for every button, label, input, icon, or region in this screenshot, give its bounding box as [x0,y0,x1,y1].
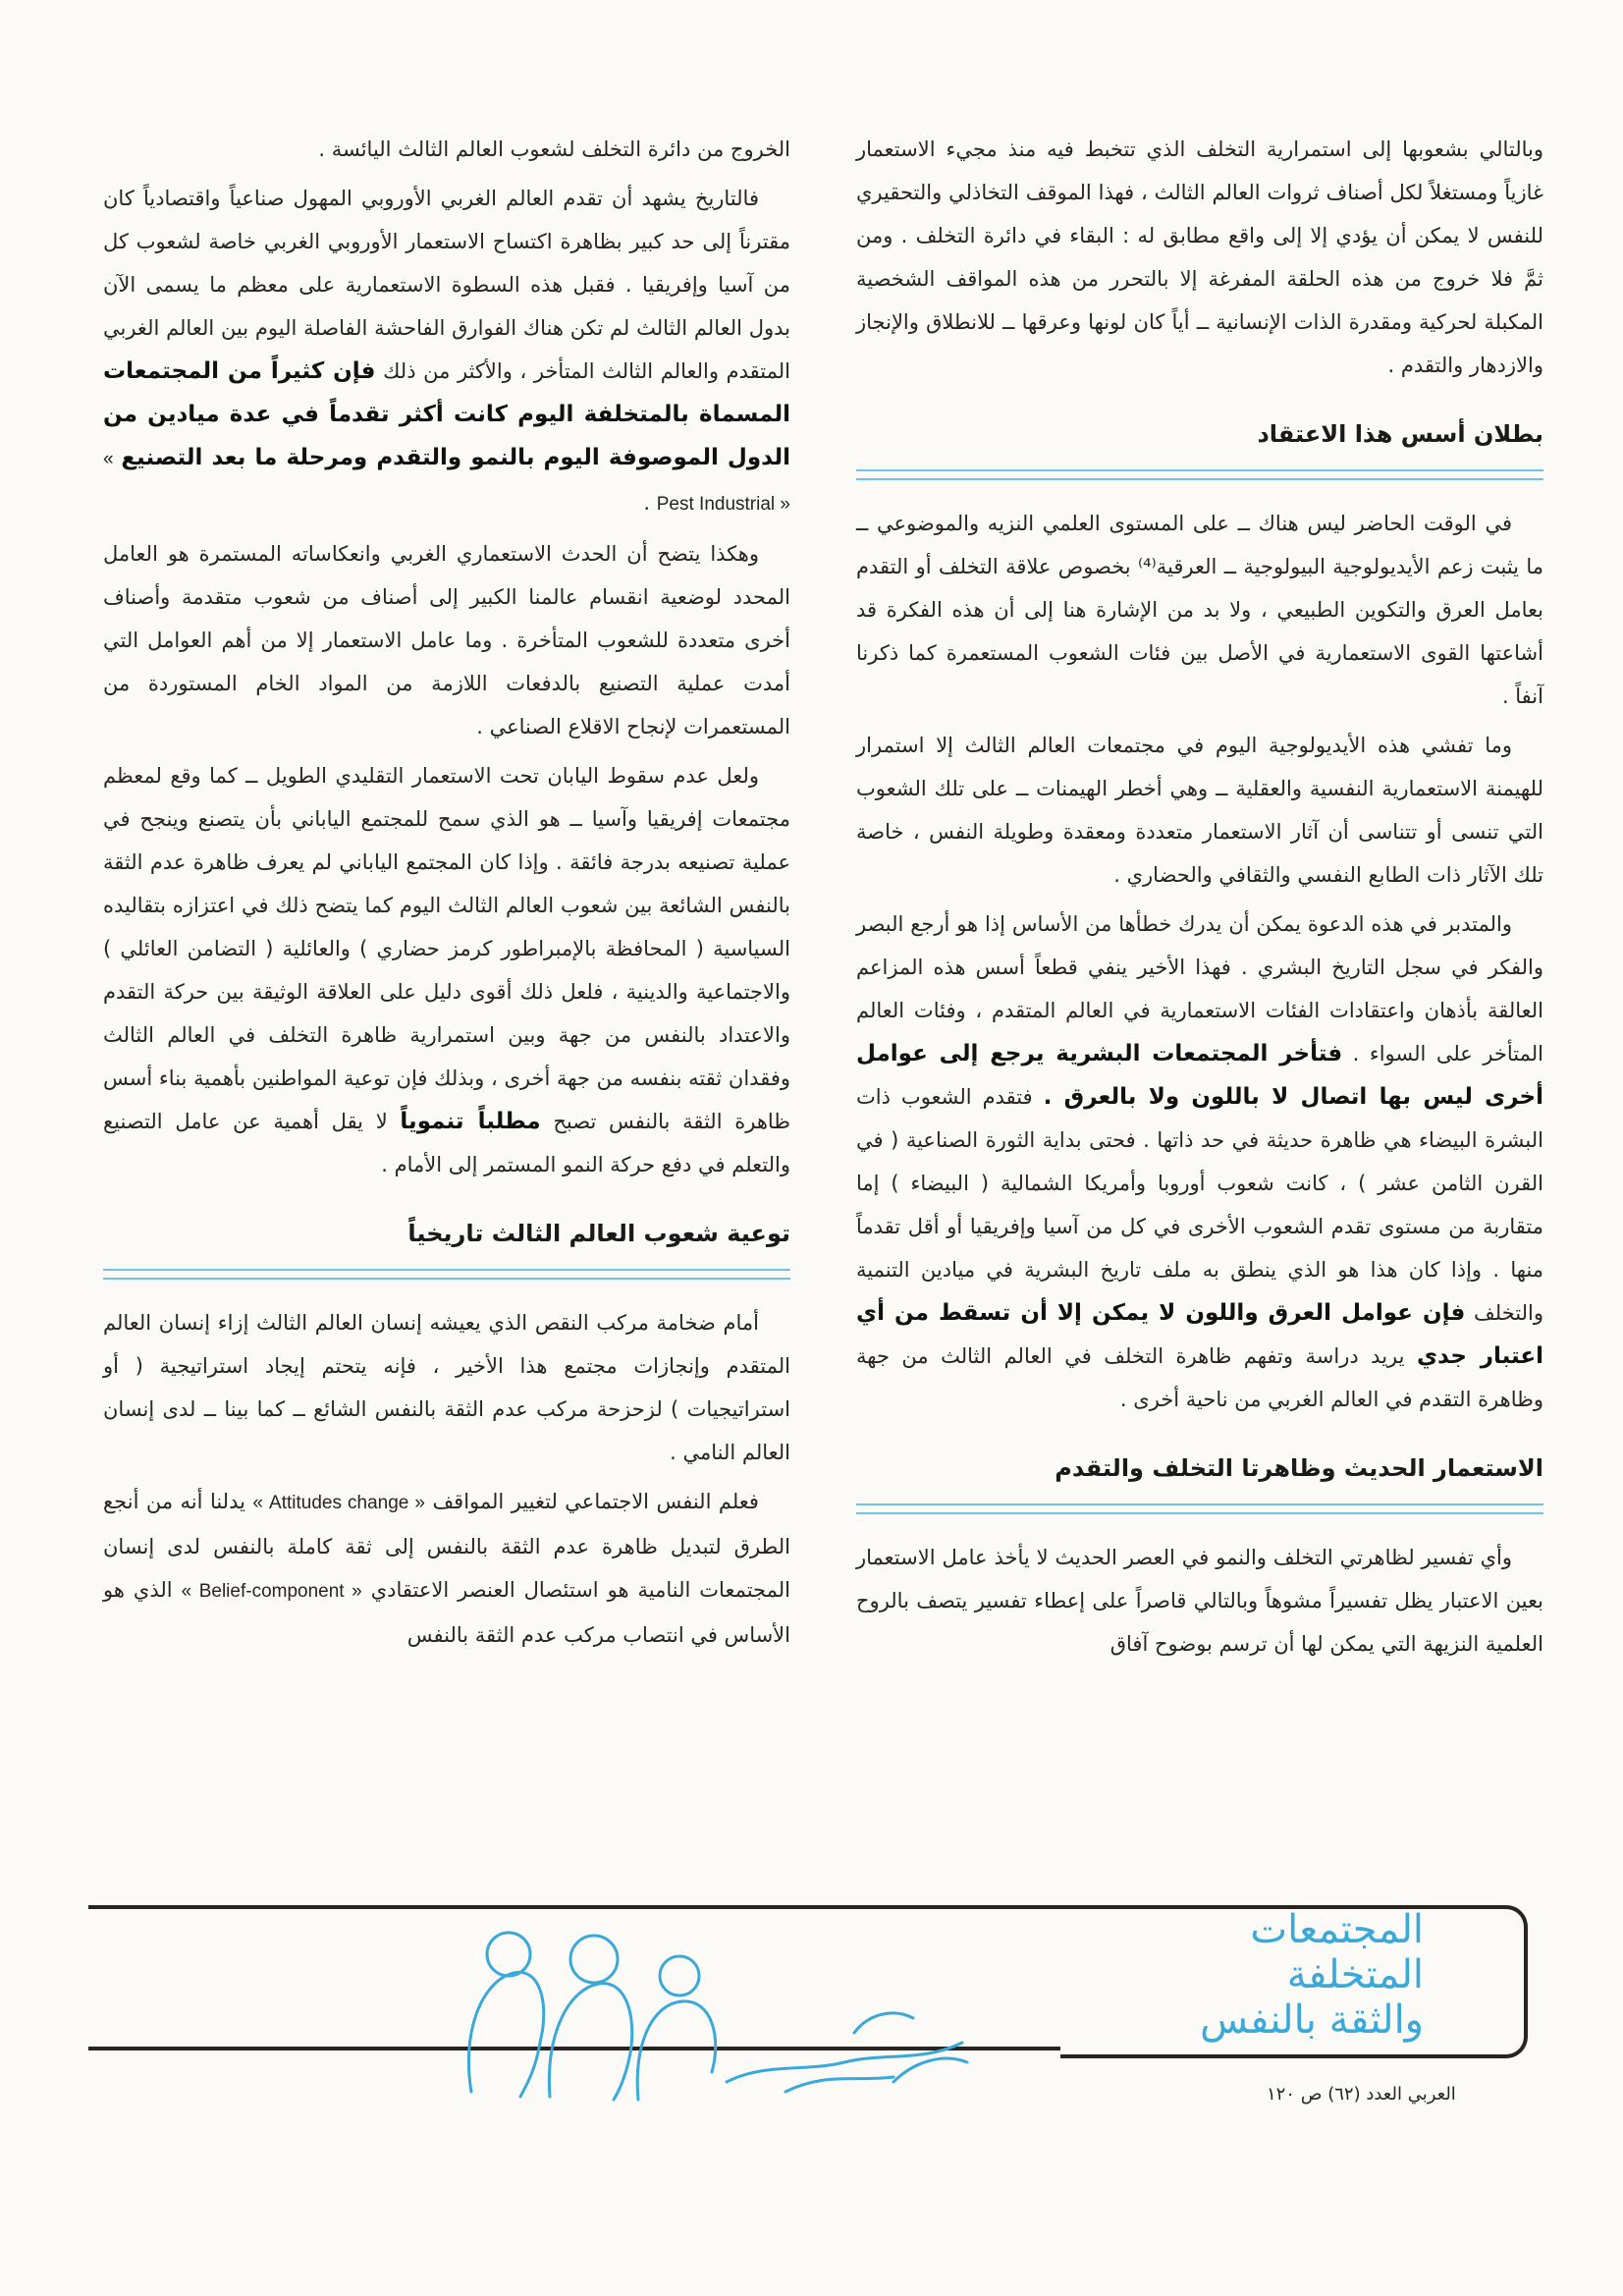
paragraph [103,1480,790,1657]
heading-rule [103,1269,790,1280]
text-run: فالتاريخ يشهد أن تقدم العالم الغربي الأوروبي المهول صناعياً واقتصادياً كان مقترناً إلى حد كبير بظاهرة اكتساح الاستعمار الأوروبي الغربي خاصة لشعوب كل من آسيا وإفريقيا . فقبل هذه السطوة الاستعمارية على معظم ما يسمى الآن بدول العالم الثالث لم تكن هناك الفوارق الفاحشة الفاصلة اليوم بين العالم الغربي المتقدم والعالم الثالث المتأخر ، والأكثر من ذلك [103,187,790,383]
text-run: فتقدم الشعوب ذات البشرة البيضاء هي ظاهرة حديثة في حد ذاتها . فحتى بداية الثورة الصناعية ( في القرن الثامن عشر ) ، كانت شعوب أوروبا وأمريكا الشمالية ( البيضاء ) إما متقاربة من مستوى تقدم الشعوب الأخرى في كل من آسيا وإفريقيا أو أقل تقدماً منها . وإذا كان هذا هو الذي ينطق به ملف تاريخ البشرية في ميادين التنمية والتخلف [856,1085,1543,1325]
left-column [103,128,790,1663]
text-run: لا يقل أهمية عن عامل التصنيع والتعلم في دفع حركة النمو المستمر إلى الأمام . [103,1110,790,1176]
running-title-line: والثقة بالنفس [1200,1997,1424,2043]
heading-rule [856,469,1543,480]
emphasis-text: فإن عوامل العرق واللون لا يمكن إلا أن تسقط من أي اعتبار جدي [856,1300,1543,1369]
text-run: يدلنا أنه من أنجع الطرق لتبديل ظاهرة عدم الثقة بالنفس إلى ثقة كاملة بالنفس لدى إنسان المجتمعات النامية هو استئصال العنصر الاعتقادي [103,1490,790,1602]
text-run: والمتدبر في هذه الدعوة يمكن أن يدرك خطأها من الأساس إذا هو أرجع البصر والفكر في سجل التاريخ البشري . فهذا الأخير ينفي قطعاً أسس هذه المزاعم العالقة بأذهان واعتقادات الفئات الاستعمارية في العالم المتقدم ، وفئات العالم المتأخر على السواء . [856,912,1543,1066]
latin-term: « Pest Industrial » [103,449,790,515]
heading-rule [856,1503,1543,1514]
paragraph [103,177,790,526]
emphasis-text: فإن كثيراً من المجتمعات المسماة بالمتخلفة اليوم كانت أكثر تقدماً في عدة ميادين من الدول الموصوفة اليوم بالنمو والتقدم ومرحلة ما بعد التصنيع [103,358,790,470]
right-column [856,128,1543,1671]
paragraph: وما تفشي هذه الأيديولوجية اليوم في مجتمعات العالم الثالث إلا استمرار للهيمنة الاستعمارية النفسية والعقلية ــ وهي أخطر الهيمنات ــ على تلك الشعوب التي تنسى أو تتناسى أن آثار الاستعمار متعددة ومعقدة وطويلة النفس ، خاصة تلك الآثار ذات الطابع النفسي والثقافي والحضاري . [856,734,1543,887]
section-heading: الاستعمار الحديث وظاهرتا التخلف والتقدم [1055,1454,1543,1482]
running-title-line: المتخلفة [1286,1952,1424,1997]
paragraph [103,754,790,1186]
running-title [1090,1907,1424,2043]
section-heading: توعية شعوب العالم الثالث تاريخياً [407,1220,790,1247]
paragraph: وبالتالي بشعوبها إلى استمرارية التخلف الذي تتخبط فيه منذ مجيء الاستعمار غازياً ومستغلاً لكل أصناف ثروات العالم الثالث ، فهذا الموقف التخاذلي والتحقيري للنفس لا يمكن أن يؤدي إلا إلى واقع مطابق له : البقاء في دائرة التخلف . ومن ثمَّ فلا خروج من هذه الحلقة المفرغة إلا بالتحرر من هذه المواقف الشخصية المكبلة لحركية ومقدرة الذات الإنسانية ــ أياً كان لونها وعرقها ــ للانطلاق والإنجاز والازدهار والتقدم . [856,137,1543,377]
text-run: ولعل عدم سقوط اليابان تحت الاستعمار التقليدي الطويل ــ كما وقع لمعظم مجتمعات إفريقيا وآسيا ــ هو الذي سمح للمجتمع الياباني بأن يتصنع وينجح في عملية تصنيعه بدرجة فائقة . وإذا كان المجتمع الياباني لم يعرف ظاهرة عدم الثقة بالنفس الشائعة بين شعوب العالم الثالث اليوم كما يتضح ذلك في اعتزازه بتقاليده السياسية ( المحافظة بالإمبراطور كرمز حضاري ) والعائلية ( التضامن العائلي ) والاجتماعية والدينية ، فلعل ذلك أقوى دليل على العلاقة الوثيقة بين حركة التقدم والاعتداد بالنفس من جهة وبين استمرارية ظاهرة التخلف في العالم الثالث وفقدان ثقته بنفسه من جهة أخرى ، وبذلك فإن توعية المواطنين بأهمية بناء أسس ظاهرة الثقة بالنفس تصبح [103,764,790,1133]
running-title-line: المجتمعات [1250,1907,1424,1952]
text-run: الذي هو الأساس في انتصاب مركب عدم الثقة بالنفس [103,1578,790,1647]
text-run: فعلم النفس الاجتماعي لتغيير المواقف [432,1490,759,1513]
latin-term: « Attitudes change » [252,1493,425,1513]
paragraph: وأي تفسير لظاهرتي التخلف والنمو في العصر الحديث لا يأخذ عامل الاستعمار بعين الاعتبار يظل تفسيراً مشوهاً وبالتالي قاصراً على إعطاء تفسير يتصف بالروح العلمية النزيهة التي يمكن لها أن ترسم بوضوح آفاق [856,1546,1543,1656]
paragraph [856,902,1543,1421]
text-run: . [643,491,651,515]
footer-rule-top [88,1905,1060,1909]
text-run: يريد دراسة وتفهم ظاهرة التخلف في العالم الثالث من جهة وظاهرة التقدم في العالم الغربي من ناحية أخرى . [856,1344,1543,1411]
folio: العربي العدد (٦٢) ص ١٢٠ [1267,2084,1456,2105]
paragraph: الخروج من دائرة التخلف لشعوب العالم الثالث اليائسة . [318,137,790,161]
paragraph: وهكذا يتضح أن الحدث الاستعماري الغربي وانعكاساته المستمرة هو العامل المحدد لوضعية انقسام عالمنا الكبير إلى أصناف من شعوب متقدمة وأصناف أخرى متعددة للشعوب المتأخرة . وما عامل الاستعمار إلا من أهم العوامل التي أمدت عملية التصنيع بالدفعات اللازمة من المواد الخام المستوردة من المستعمرات لإنجاح الاقلاع الصناعي . [103,542,790,738]
emphasis-text: مطلباً تنموياً [400,1109,541,1134]
paragraph: في الوقت الحاضر ليس هناك ــ على المستوى العلمي النزيه والموضوعي ــ ما يثبت زعم الأيديولوجية البيولوجية ــ العرقية⁽⁴⁾ بخصوص علاقة التخلف أو التقدم بعامل العرق والتكوين الطبيعي ، ولا بد من الإشارة هنا إلى أن هذه الفكرة قد أشاعتها القوى الاستعمارية في الأصل بين فئات الشعوب المستعمرة كما ذكرنا آنفاً . [856,512,1544,708]
figures-illustration [432,1915,982,2102]
latin-term: « Belief-component » [181,1581,362,1602]
paragraph: أمام ضخامة مركب النقص الذي يعيشه إنسان العالم الثالث إزاء إنسان العالم المتقدم وإنجازات مجتمع هذا الأخير ، فإنه يتحتم إيجاد استراتيجية ( أو استراتيجيات ) لزحزحة مركب عدم الثقة بالنفس الشائع ــ كما بينا ــ لدى إنسان العالم النامي . [103,1311,790,1464]
section-heading: بطلان أسس هذا الاعتقاد [1257,420,1543,448]
emphasis-text: فتأخر المجتمعات البشرية يرجع إلى عوامل أخرى ليس بها اتصال لا باللون ولا بالعرق . [856,1041,1543,1110]
